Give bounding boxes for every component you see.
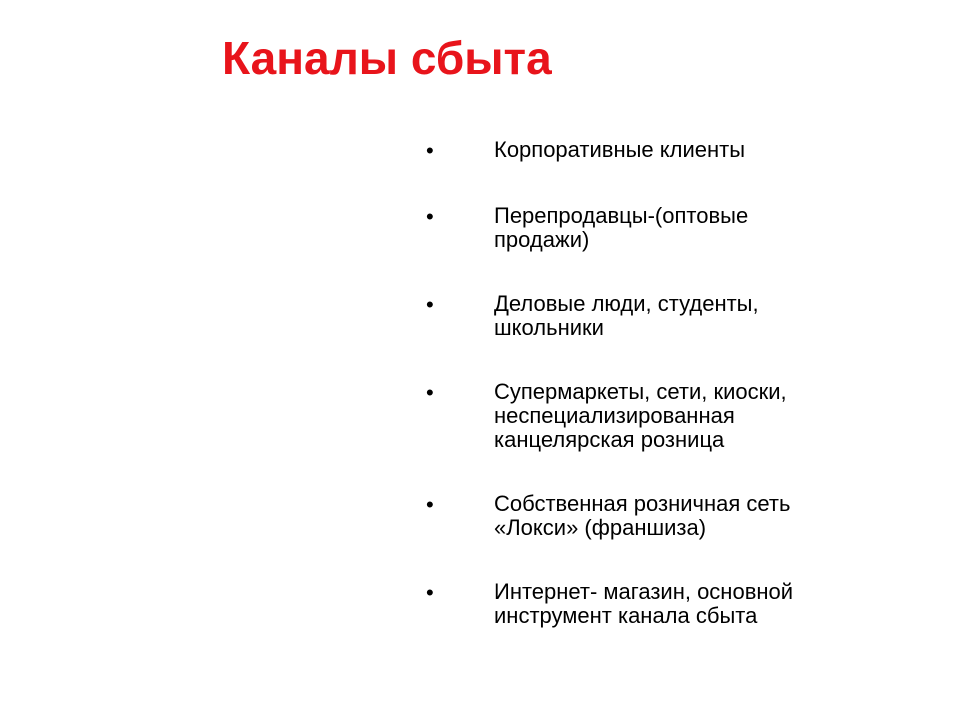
bullet-text: Корпоративные клиенты	[494, 137, 746, 162]
bullet-item-resellers	[426, 204, 926, 252]
bullet-dot-icon: •	[426, 380, 434, 405]
bullet-dot-icon: •	[426, 204, 434, 229]
bullet-text: Интернет- магазин, основной инструмент канала сбыта	[494, 579, 794, 628]
bullet-dot-icon: •	[426, 492, 434, 517]
bullet-dot-icon: •	[426, 138, 434, 163]
bullet-item-online-store	[426, 580, 926, 628]
bullet-item-own-retail-network	[426, 492, 926, 540]
bullet-text: Собственная розничная сеть «Локси» (франшиза)	[494, 491, 791, 540]
bullet-item-business-people	[426, 292, 926, 340]
bullet-text: Перепродавцы-(оптовые продажи)	[494, 203, 749, 252]
bullet-item-corporate-clients	[426, 138, 926, 164]
bullet-list	[426, 138, 926, 628]
bullet-text: Деловые люди, студенты, школьники	[494, 291, 759, 340]
bullet-dot-icon: •	[426, 580, 434, 605]
bullet-item-supermarkets	[426, 380, 926, 452]
slide-title: Каналы сбыта	[222, 32, 552, 84]
bullet-dot-icon: •	[426, 292, 434, 317]
bullet-text: Супермаркеты, сети, киоски, неспециализированная канцелярская розница	[494, 379, 787, 452]
